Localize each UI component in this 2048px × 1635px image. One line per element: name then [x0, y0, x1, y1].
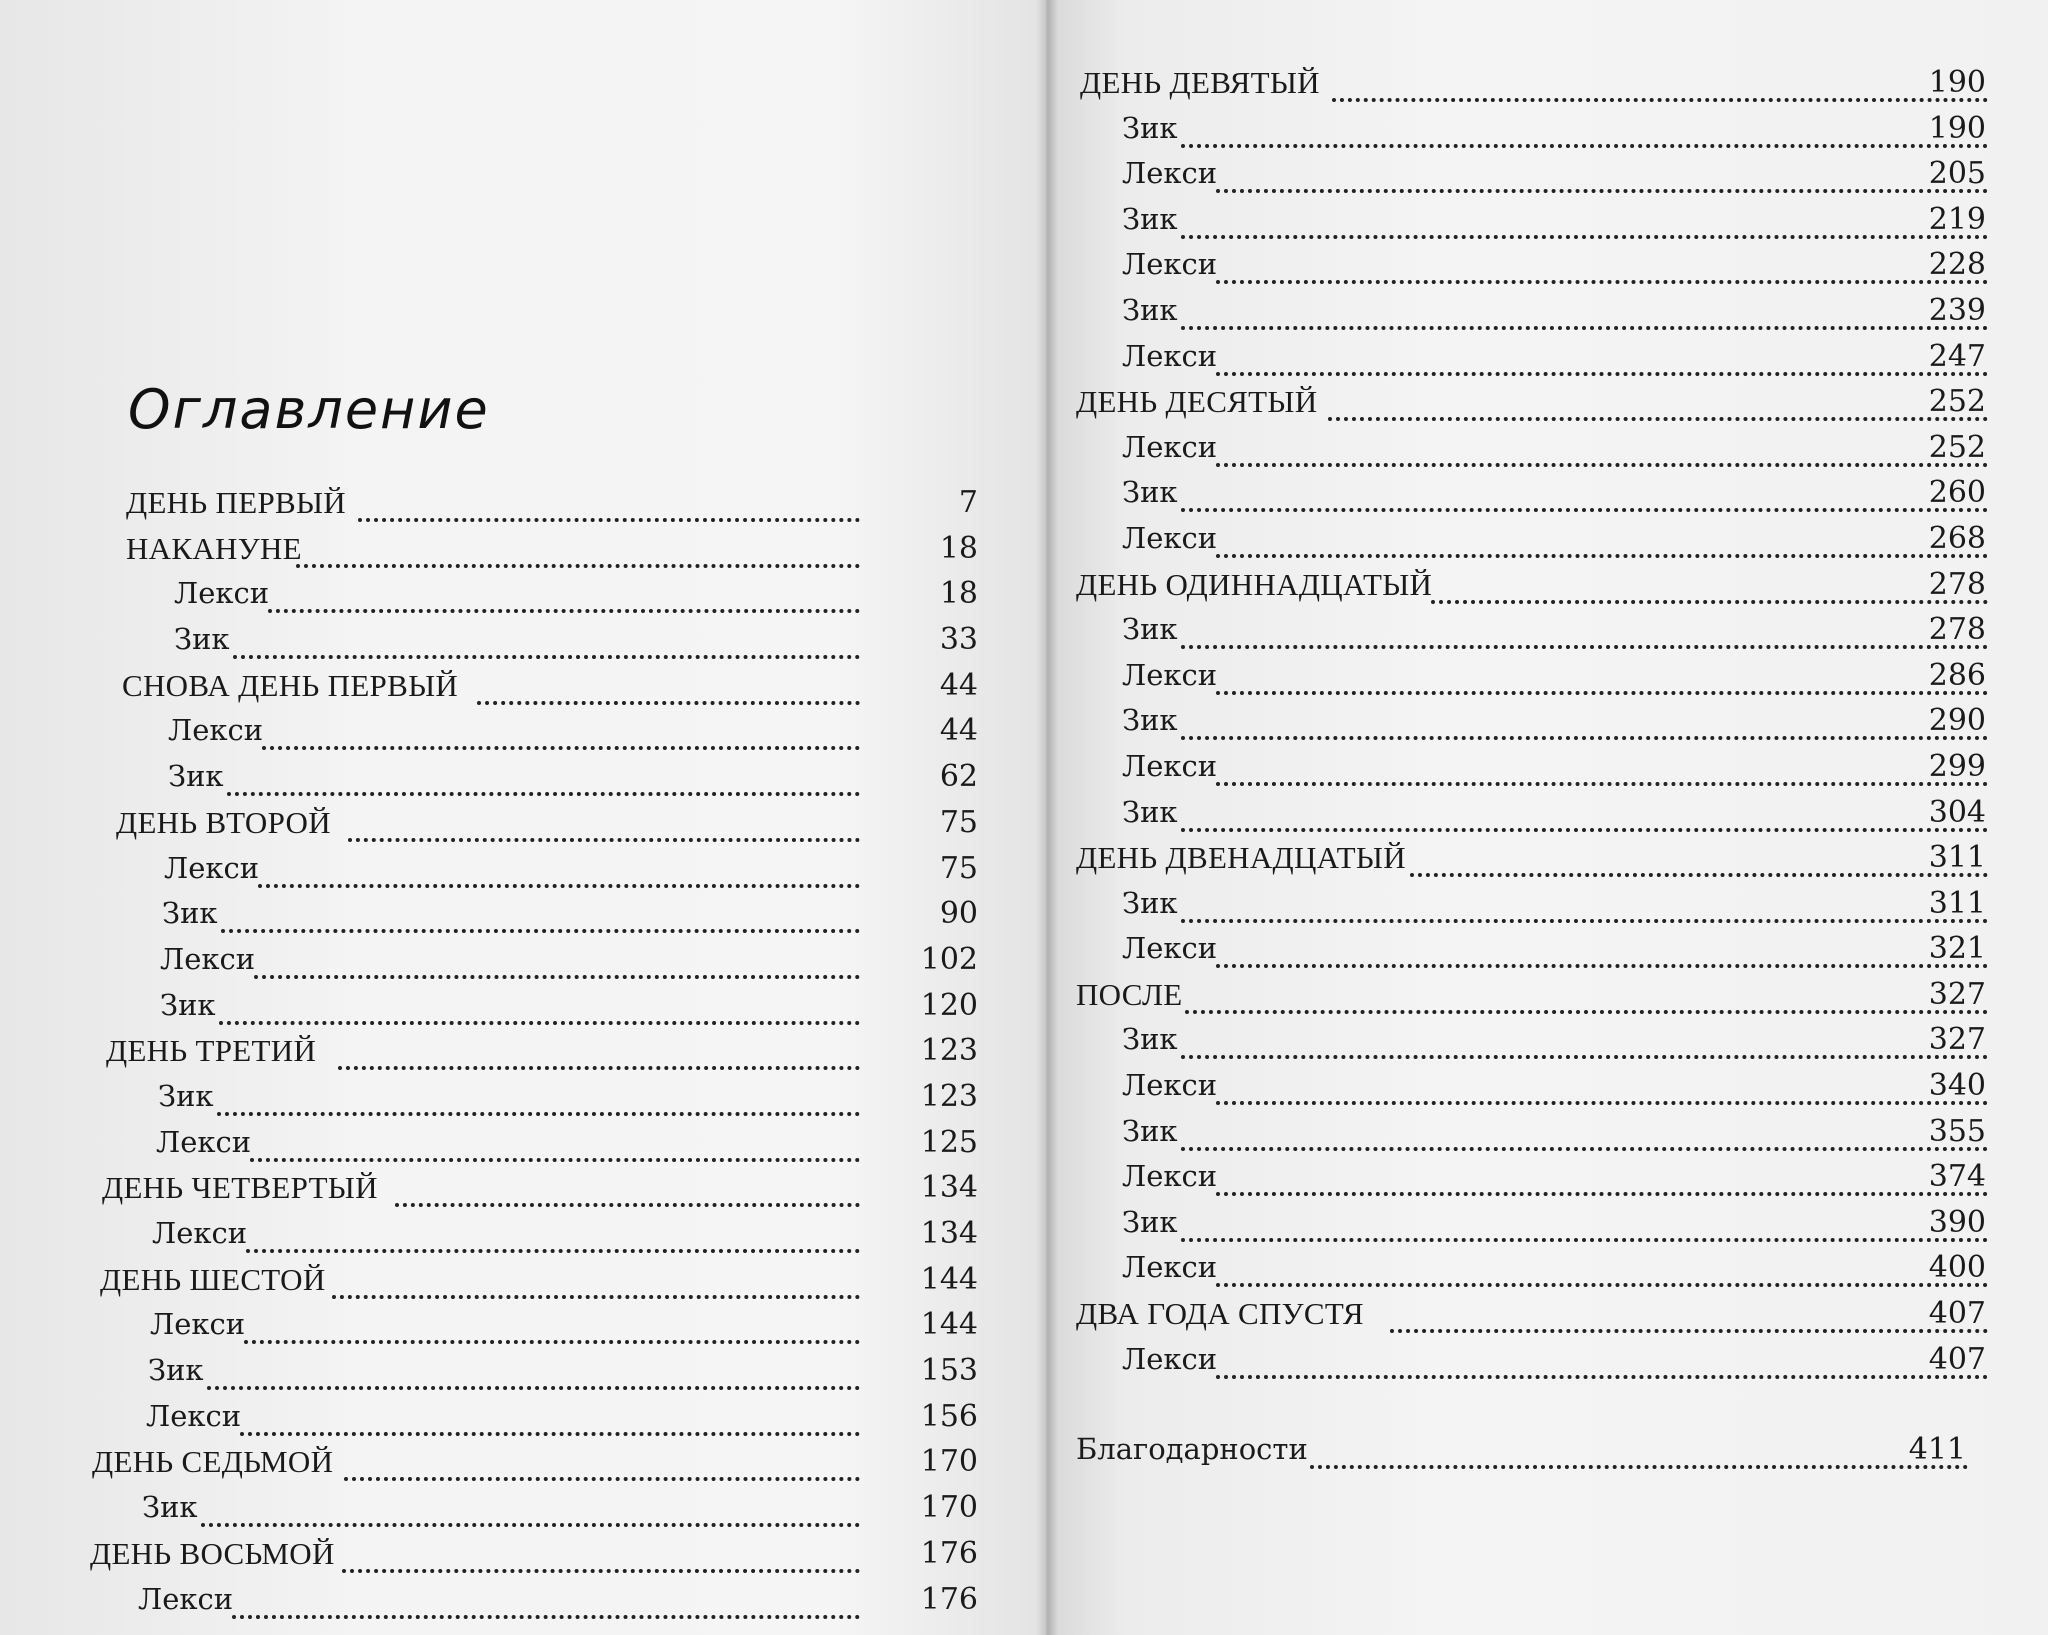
- entry-label: ДЕНЬ ШЕСТОЙ: [100, 1261, 326, 1297]
- dot-leader: [219, 991, 861, 1025]
- dot-leader: [332, 1265, 861, 1299]
- entry-page-number: 247: [1928, 338, 1986, 374]
- toc-subentry: [0, 937, 1000, 983]
- entry-page-number: 239: [1928, 292, 1986, 328]
- entry-page-number: 176: [920, 1535, 978, 1571]
- toc-chapter-entry: [0, 526, 1000, 572]
- page-title: Оглавление: [128, 378, 490, 441]
- entry-page-number: 304: [1928, 794, 1986, 830]
- dot-leader: [227, 762, 861, 796]
- entry-label: Лекси: [1122, 1250, 1218, 1285]
- toc-subentry: [0, 754, 1000, 800]
- entry-page-number: 125: [920, 1124, 978, 1160]
- dot-leader: [250, 1128, 861, 1162]
- toc-subentry: [1046, 425, 2048, 471]
- entry-page-number: 7: [958, 485, 978, 520]
- toc-subentry: [1046, 242, 2048, 288]
- entry-page-number: 18: [939, 530, 978, 566]
- dot-leader: [358, 488, 861, 522]
- entry-page-number: 311: [1928, 840, 1986, 876]
- entry-page-number: 123: [920, 1033, 978, 1069]
- dot-leader: [207, 1356, 861, 1390]
- entry-page-number: 90: [939, 896, 978, 932]
- entry-label: Зик: [168, 759, 224, 794]
- toc-subentry: [0, 1348, 1000, 1394]
- toc-chapter-entry: [0, 1165, 1000, 1211]
- entry-label: ДЕНЬ СЕДЬМОЙ: [92, 1444, 334, 1480]
- entry-label: Зик: [162, 896, 218, 931]
- entry-label: Лекси: [1122, 748, 1218, 783]
- entry-label: Зик: [1122, 794, 1178, 829]
- entry-label: Лекси: [1122, 156, 1218, 191]
- entry-label: ДЕНЬ ДВЕНАДЦАТЫЙ: [1076, 840, 1406, 876]
- toc-chapter-entry: [0, 480, 1000, 526]
- toc-subentry: [0, 1211, 1000, 1257]
- toc-subentry: [1046, 1337, 2048, 1383]
- toc-subentry: [1046, 653, 2048, 699]
- entry-page-number: 33: [939, 622, 978, 658]
- toc-chapter-entry: [1046, 1291, 2048, 1337]
- toc-subentry: [1046, 698, 2048, 744]
- entry-label: Зик: [1122, 885, 1178, 920]
- entry-label: ДЕНЬ ТРЕТИЙ: [106, 1033, 317, 1069]
- dot-leader: [246, 1219, 861, 1253]
- toc-subentry: [0, 1577, 1000, 1623]
- entry-label: Лекси: [168, 713, 264, 748]
- toc-chapter-entry: [1046, 60, 2048, 106]
- entry-label: Благодарности: [1076, 1432, 1308, 1467]
- entry-page-number: 44: [939, 713, 978, 749]
- toc-subentry: [1046, 1200, 2048, 1246]
- toc-chapter-entry: [0, 1028, 1000, 1074]
- toc-acknowledgements-entry: [1046, 1427, 2048, 1473]
- toc-subentry: [1046, 607, 2048, 653]
- dot-leader: [201, 1493, 861, 1527]
- toc-subentry: [1046, 334, 2048, 380]
- toc-subentry: [0, 846, 1000, 892]
- entry-label: Зик: [1122, 612, 1178, 647]
- entry-label: ПОСЛЕ: [1076, 976, 1183, 1012]
- entry-label: СНОВА ДЕНЬ ПЕРВЫЙ: [122, 667, 459, 703]
- entry-label: Зик: [1122, 1113, 1178, 1148]
- entry-label: Лекси: [152, 1216, 248, 1250]
- entry-label: Лекси: [1122, 931, 1218, 966]
- entry-label: НАКАНУНЕ: [126, 530, 302, 566]
- toc-list-right: [1046, 60, 2048, 1473]
- dot-leader: [477, 671, 861, 705]
- right-page: [1046, 0, 2048, 1635]
- toc-subentry: [0, 571, 1000, 617]
- toc-subentry: [0, 1394, 1000, 1440]
- entry-page-number: 134: [920, 1170, 978, 1206]
- dot-leader: [296, 534, 860, 568]
- toc-subentry: [1046, 1109, 2048, 1155]
- bleed-through-text: [120, 90, 1000, 136]
- toc-subentry: [0, 983, 1000, 1029]
- entry-label: Зик: [1122, 475, 1178, 510]
- entry-label: Зик: [1122, 703, 1178, 738]
- toc-chapter-entry: [1046, 562, 2048, 608]
- entry-label: Лекси: [146, 1398, 242, 1433]
- toc-subentry: [1046, 1063, 2048, 1109]
- entry-label: Лекси: [1122, 520, 1218, 555]
- toc-subentry: [0, 1074, 1000, 1120]
- toc-subentry: [1046, 470, 2048, 516]
- toc-chapter-entry: [0, 1531, 1000, 1577]
- entry-label: Лекси: [164, 850, 260, 885]
- entry-page-number: 327: [1928, 976, 1986, 1012]
- toc-chapter-entry: [0, 1257, 1000, 1303]
- entry-page-number: 327: [1928, 1022, 1986, 1058]
- toc-chapter-entry: [0, 663, 1000, 709]
- entry-page-number: 170: [920, 1490, 978, 1526]
- toc-chapter-entry: [1046, 972, 2048, 1018]
- dot-leader: [221, 899, 861, 933]
- entry-label: Лекси: [1122, 429, 1218, 464]
- dot-leader: [395, 1173, 860, 1207]
- toc-subentry: [1046, 744, 2048, 790]
- dot-leader: [240, 1402, 861, 1436]
- toc-subentry: [0, 708, 1000, 754]
- toc-subentry: [0, 1120, 1000, 1166]
- dot-leader: [217, 1082, 861, 1116]
- entry-page-number: 170: [920, 1444, 978, 1480]
- dot-leader: [258, 854, 861, 888]
- dot-leader: [268, 579, 861, 613]
- entry-label: Лекси: [160, 941, 256, 976]
- entry-label: Зик: [174, 622, 230, 657]
- dot-leader: [348, 808, 861, 842]
- entry-page-number: 374: [1928, 1159, 1986, 1195]
- entry-label: Лекси: [1122, 338, 1218, 373]
- dot-leader: [342, 1539, 860, 1573]
- entry-label: Лекси: [1122, 1159, 1218, 1194]
- entry-page-number: 190: [1928, 110, 1986, 146]
- book-gutter: [1036, 0, 1058, 1635]
- entry-label: ДЕНЬ ПЕРВЫЙ: [126, 485, 346, 520]
- entry-page-number: 62: [939, 759, 978, 795]
- entry-page-number: 407: [1928, 1341, 1986, 1377]
- entry-page-number: 156: [920, 1398, 978, 1434]
- dot-leader: [233, 625, 861, 659]
- toc-subentry: [1046, 151, 2048, 197]
- entry-page-number: 411: [1908, 1432, 1966, 1468]
- entry-page-number: 219: [1928, 201, 1986, 237]
- entry-label: Зик: [158, 1078, 214, 1113]
- toc-subentry: [1046, 516, 2048, 562]
- entry-label: Лекси: [1122, 1341, 1218, 1376]
- entry-label: Лекси: [1122, 247, 1218, 282]
- toc-subentry: [0, 1302, 1000, 1348]
- entry-page-number: 252: [1928, 429, 1986, 465]
- toc-list-left: [0, 480, 1000, 1622]
- toc-chapter-entry: [1046, 835, 2048, 881]
- dot-leader: [262, 716, 861, 750]
- toc-subentry: [0, 617, 1000, 663]
- entry-page-number: 252: [1928, 384, 1986, 420]
- spacer: [1046, 1382, 2048, 1427]
- entry-label: ДЕНЬ ЧЕТВЕРТЫЙ: [102, 1170, 378, 1206]
- toc-subentry: [1046, 790, 2048, 836]
- entry-page-number: 290: [1928, 703, 1986, 739]
- entry-label: Зик: [1122, 201, 1178, 236]
- entry-label: Лекси: [150, 1307, 246, 1342]
- toc-subentry: [1046, 197, 2048, 243]
- entry-page-number: 134: [920, 1216, 978, 1251]
- toc-subentry: [1046, 881, 2048, 927]
- entry-page-number: 311: [1928, 885, 1986, 921]
- entry-label: ДЕНЬ ОДИННАДЦАТЫЙ: [1076, 566, 1433, 602]
- toc-chapter-entry: [1046, 379, 2048, 425]
- entry-label: ДВА ГОДА СПУСТЯ: [1076, 1296, 1364, 1332]
- entry-page-number: 278: [1928, 566, 1986, 602]
- entry-page-number: 340: [1928, 1068, 1986, 1104]
- entry-page-number: 205: [1928, 156, 1986, 192]
- entry-label: Зик: [142, 1490, 198, 1525]
- entry-page-number: 153: [920, 1353, 978, 1389]
- toc-chapter-entry: [0, 800, 1000, 846]
- dot-leader: [254, 945, 861, 979]
- entry-label: Зик: [1122, 1022, 1178, 1057]
- entry-page-number: 18: [939, 576, 978, 612]
- entry-page-number: 144: [920, 1307, 978, 1343]
- toc-subentry: [1046, 1154, 2048, 1200]
- entry-label: Лекси: [138, 1581, 234, 1616]
- dot-leader: [232, 1585, 861, 1619]
- entry-page-number: 228: [1928, 247, 1986, 283]
- entry-page-number: 299: [1928, 748, 1986, 784]
- entry-page-number: 144: [920, 1261, 978, 1297]
- entry-page-number: 321: [1928, 931, 1986, 967]
- entry-label: Зик: [1122, 110, 1178, 145]
- dot-leader: [338, 1036, 861, 1070]
- entry-page-number: 44: [939, 667, 978, 703]
- entry-page-number: 123: [920, 1078, 978, 1114]
- entry-label: ДЕНЬ ДЕСЯТЫЙ: [1076, 384, 1318, 420]
- entry-page-number: 75: [939, 804, 978, 840]
- toc-subentry: [1046, 1017, 2048, 1063]
- entry-label: Зик: [160, 987, 216, 1022]
- entry-page-number: 260: [1928, 475, 1986, 511]
- entry-page-number: 268: [1928, 520, 1986, 556]
- toc-subentry: [1046, 106, 2048, 152]
- toc-subentry: [0, 1485, 1000, 1531]
- dot-leader: [344, 1447, 860, 1481]
- entry-label: Зик: [1122, 292, 1178, 327]
- entry-page-number: 102: [920, 941, 978, 977]
- entry-page-number: 278: [1928, 612, 1986, 648]
- entry-page-number: 75: [939, 850, 978, 886]
- entry-label: ДЕНЬ ДЕВЯТЫЙ: [1080, 65, 1320, 100]
- entry-page-number: 407: [1928, 1296, 1986, 1332]
- entry-page-number: 400: [1928, 1250, 1986, 1286]
- entry-label: ДЕНЬ ВТОРОЙ: [116, 804, 331, 840]
- toc-subentry: [0, 891, 1000, 937]
- dot-leader: [244, 1310, 861, 1344]
- toc-subentry: [1046, 926, 2048, 972]
- entry-page-number: 120: [920, 987, 978, 1023]
- entry-label: ДЕНЬ ВОСЬМОЙ: [90, 1535, 335, 1571]
- entry-page-number: 286: [1928, 657, 1986, 693]
- toc-subentry: [1046, 1245, 2048, 1291]
- entry-label: Зик: [148, 1353, 204, 1388]
- entry-label: Лекси: [156, 1124, 252, 1159]
- entry-label: Лекси: [1122, 1068, 1218, 1103]
- entry-page-number: 390: [1928, 1204, 1986, 1240]
- toc-subentry: [1046, 288, 2048, 334]
- entry-label: Зик: [1122, 1204, 1178, 1239]
- entry-page-number: 355: [1928, 1113, 1986, 1149]
- entry-page-number: 190: [1928, 65, 1986, 100]
- entry-label: Лекси: [1122, 657, 1218, 692]
- entry-page-number: 176: [920, 1581, 978, 1617]
- toc-chapter-entry: [0, 1439, 1000, 1485]
- entry-label: Лекси: [174, 576, 270, 611]
